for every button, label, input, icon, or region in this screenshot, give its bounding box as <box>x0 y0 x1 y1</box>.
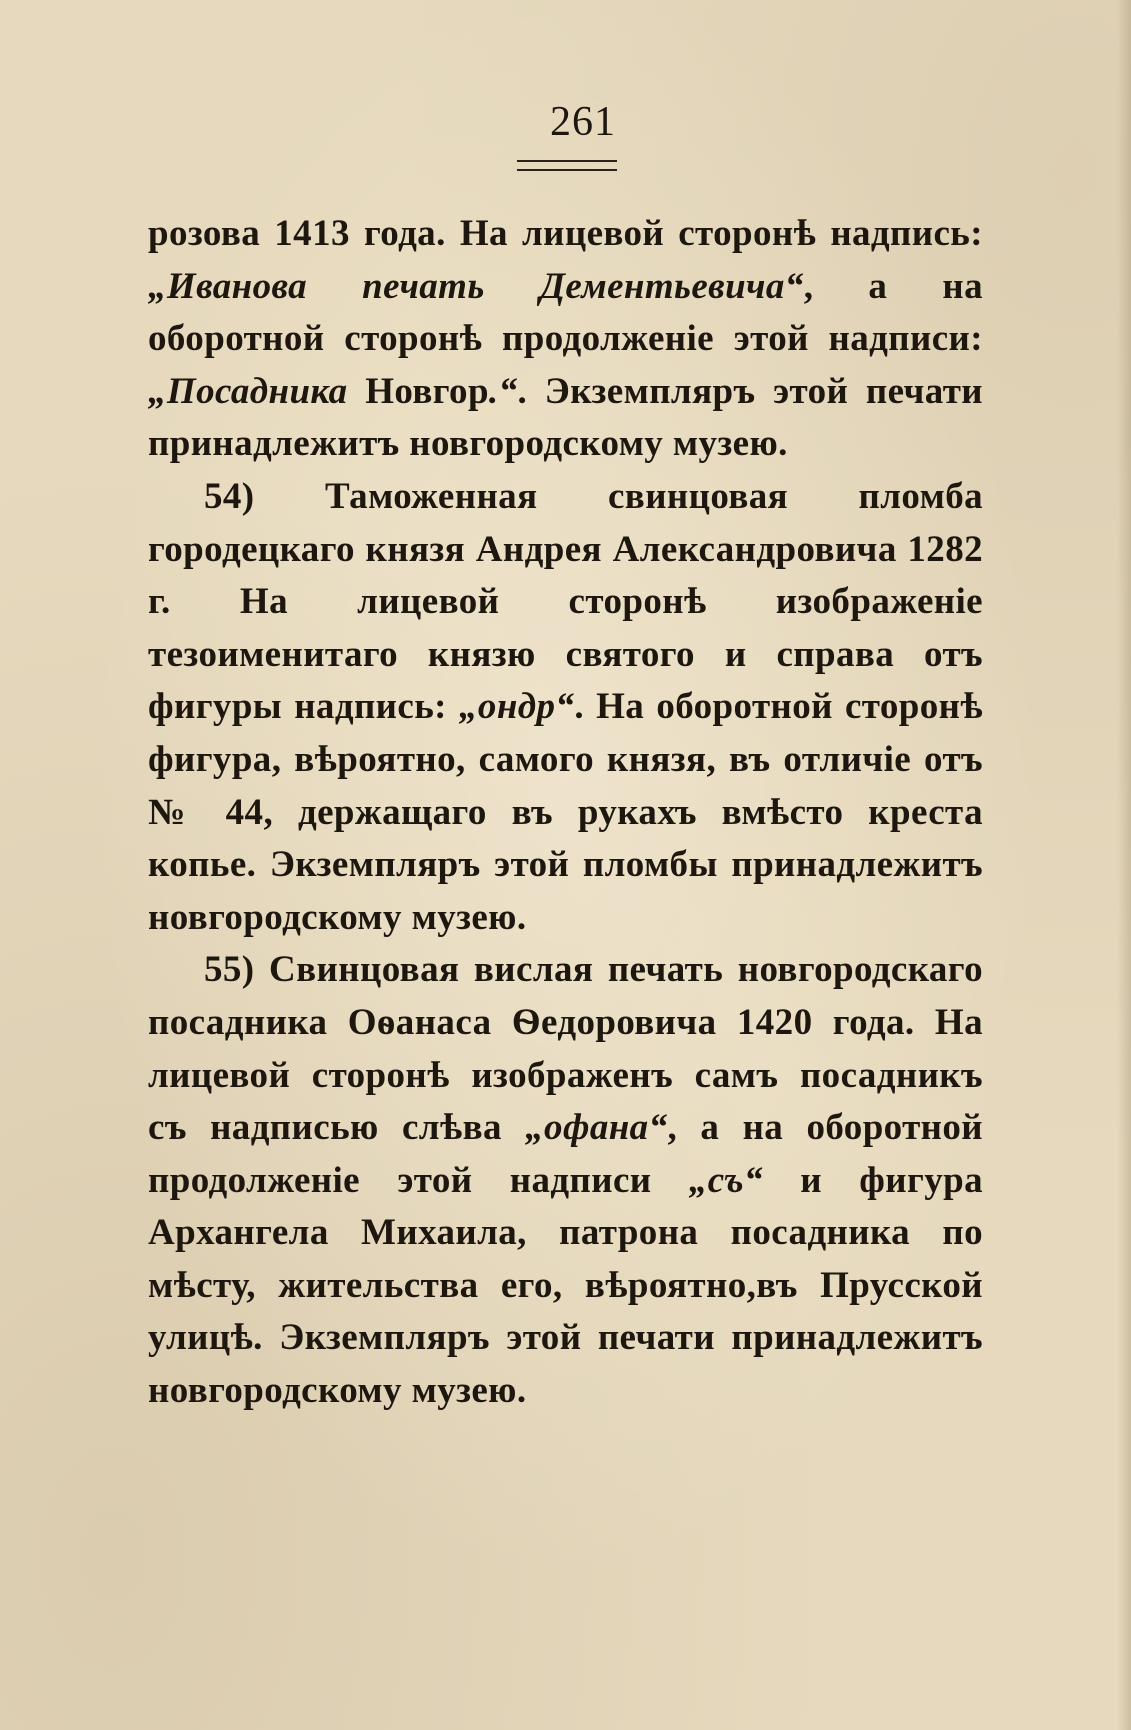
page-text <box>148 208 983 1418</box>
page-edge-shadow <box>1117 0 1131 1730</box>
italic-quote: „Посадника <box>148 370 348 412</box>
text-segment: розова 1413 года. На лицевой сторонѣ надпись: <box>148 213 983 254</box>
text-segment: , а на оборотной сторонѣ продолженіе этой надписи: <box>148 265 983 360</box>
text-segment: 55) Свинцовая вислая печать новгородскаго посадника Оѳанаса Ѳедоровича 1420 года. На лицевой сторонѣ изображенъ самъ посадникъ съ надписью слѣва <box>148 949 983 1149</box>
italic-quote: „ондр“ <box>459 686 575 728</box>
italic-quote: „съ“ <box>688 1159 763 1201</box>
header-double-rule <box>517 160 617 171</box>
paragraph-continuation <box>148 208 983 471</box>
italic-quote: „офана“ <box>525 1107 668 1149</box>
text-segment: 54) Таможенная свинцовая пломба городецкаго князя Андрея Александровича 1282 г. На лицевой сторонѣ изображеніе тезоименитаго князю святого и справа отъ фигуры надпись: <box>148 475 983 728</box>
text-segment: и фигура Архангела Михаила, патрона посадника по мѣсту, жительства его, вѣроятно,въ Прусской улицѣ. Экземпляръ этой печати принадлежитъ новгородскому музею. <box>148 1159 984 1412</box>
text-segment: Новгор <box>347 370 489 412</box>
page-header <box>0 98 1131 146</box>
italic-quote: „Иванова печать Дементьевича“ <box>148 265 804 307</box>
text-segment: . На оборотной сторонѣ фигура, вѣроятно, самого князя, въ отличіе отъ № 44, держащаго въ рукахъ вмѣсто креста копье. Экземпляръ этой пломбы принадлежитъ новгородскому музею. <box>148 686 983 938</box>
page-number: 261 <box>550 99 616 145</box>
text-segment: . Экземпляръ этой печати принадлежитъ новгородскому музею. <box>148 370 983 465</box>
text-segment: , а на оборотной продолженіе этой надписи <box>148 1107 983 1201</box>
italic-quote: .“ <box>488 370 518 412</box>
paragraph-item-55 <box>148 944 983 1417</box>
paragraph-item-54 <box>148 471 983 944</box>
